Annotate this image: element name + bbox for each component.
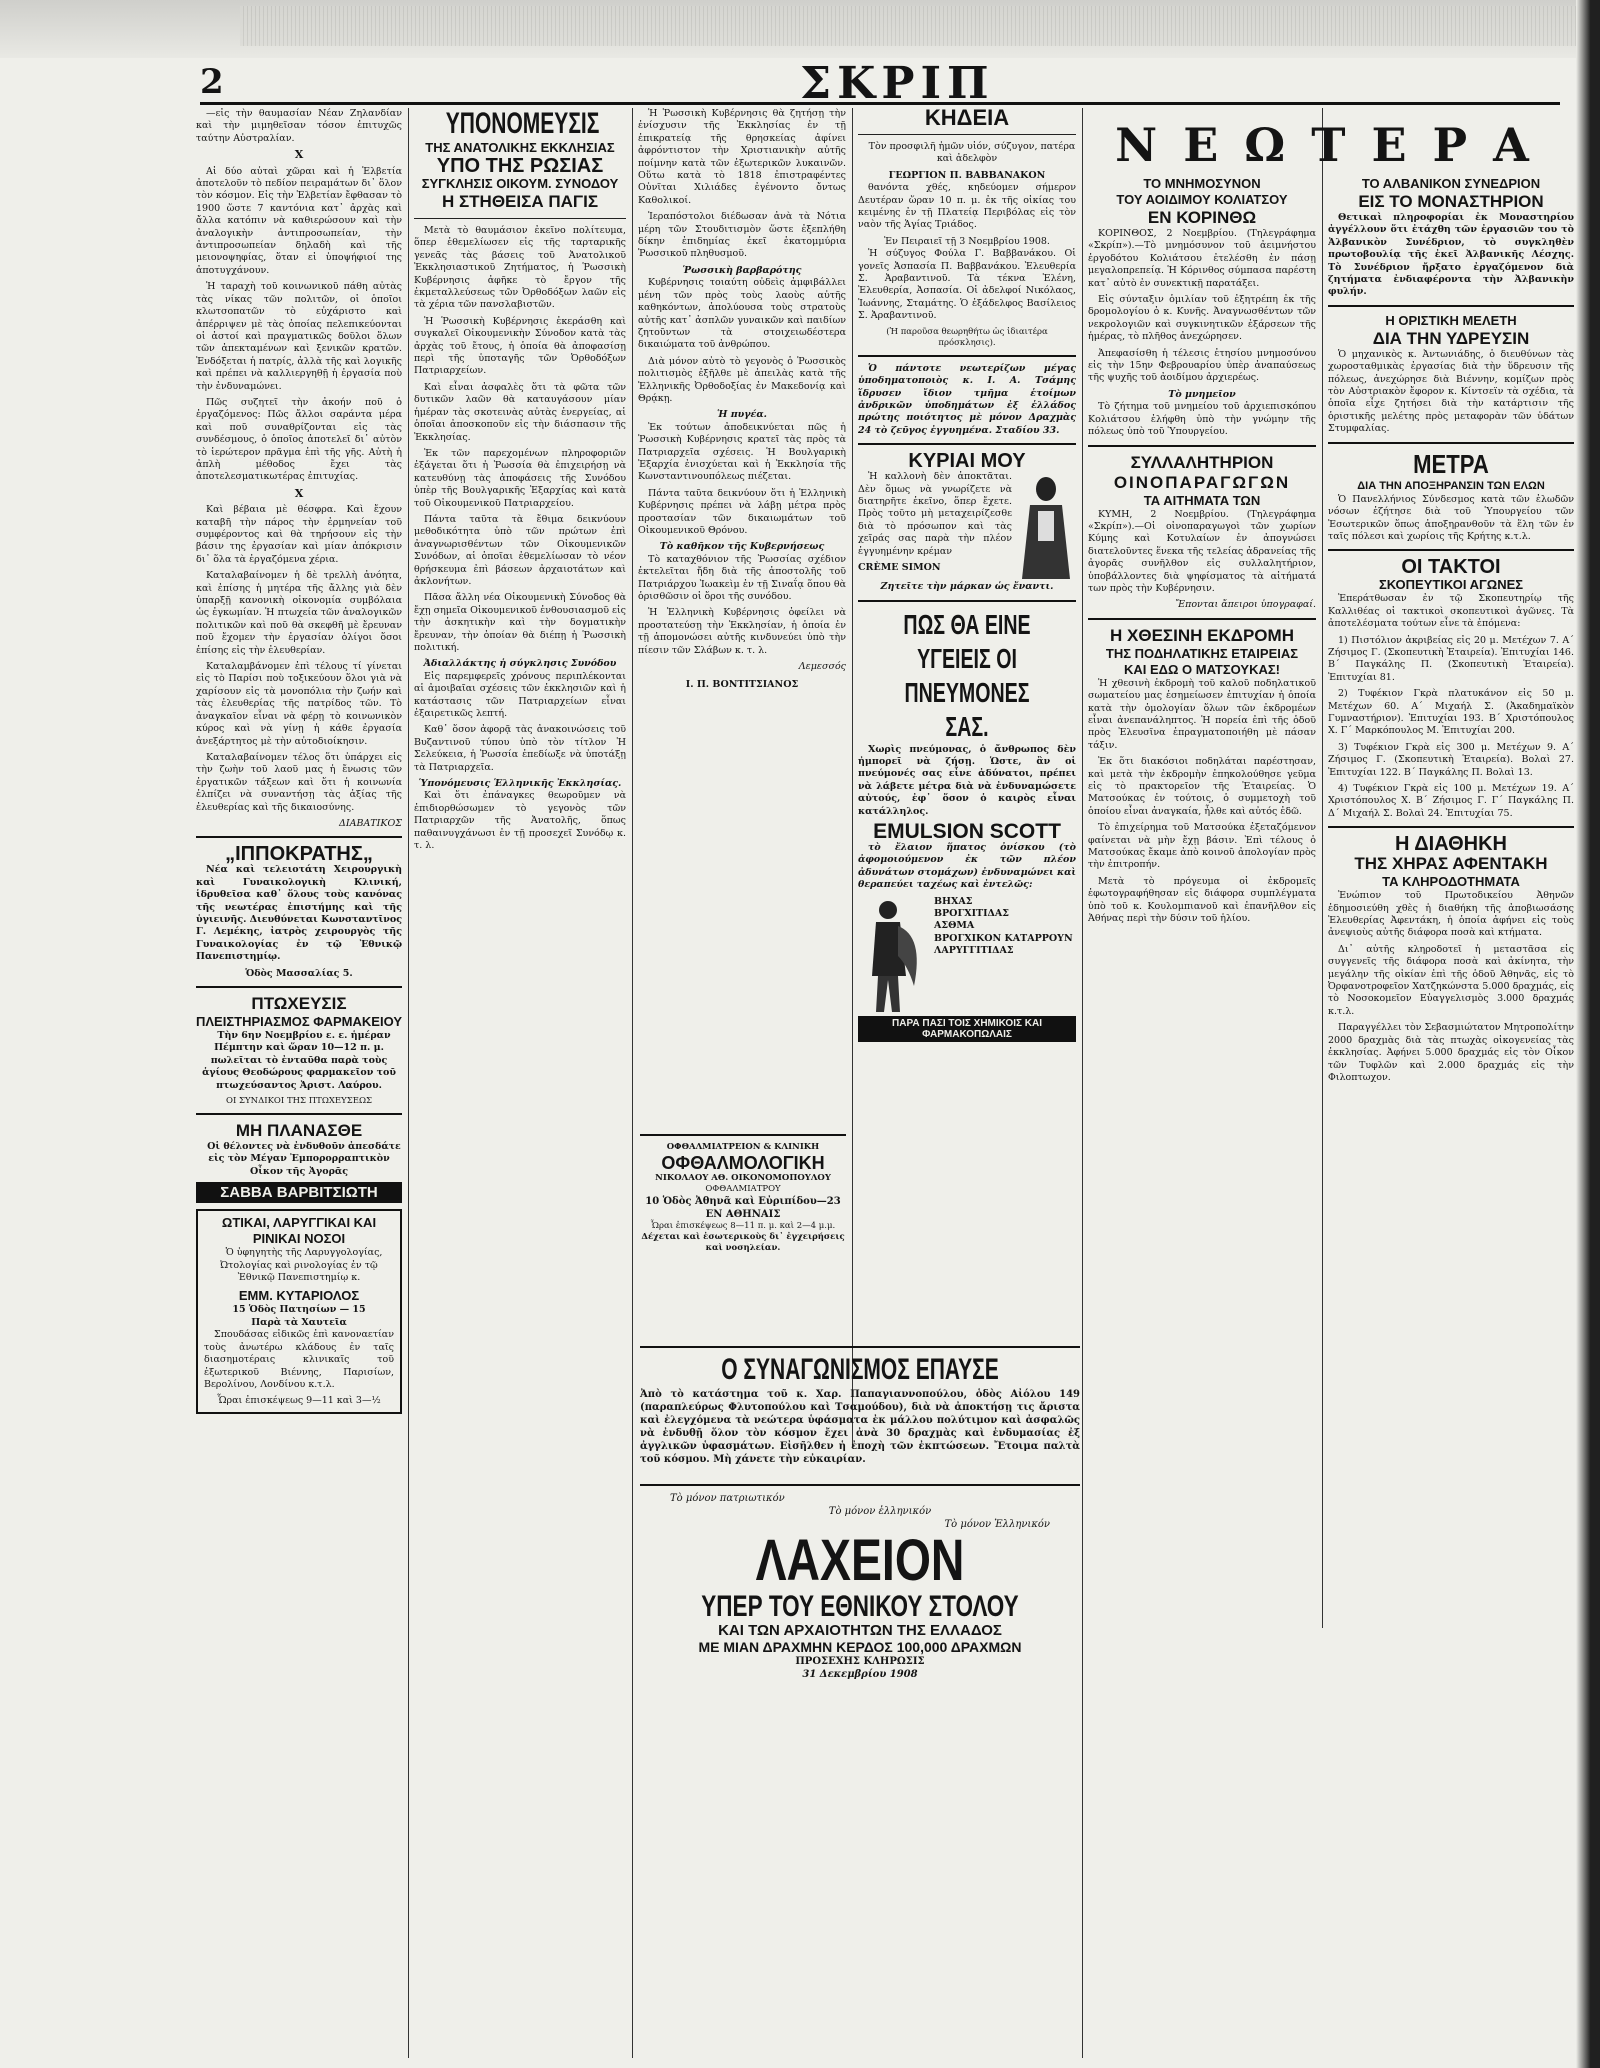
ad-ophth-note: Δέχεται καὶ ἐσωτερικοὺς δι᾽ ἐγχειρήσεις καὶ νοσηλείαν.: [641, 1232, 845, 1253]
column-rule: [408, 108, 409, 2058]
column-rule: [1082, 108, 1083, 2058]
ad-scott-text: τὸ ἔλαιον ἥπατος ὀνίσκου (τὸ ἀφομοιούμενον ἐκ τῶν πλέον ἀδυνάτων στομάχων) ἐνδυναμώνει καὶ θεραπεύει ταχέως καὶ ἐντελῶς:: [858, 841, 1076, 891]
news-headline: Η ΧΘΕΣΙΝΗ ΕΚΔΡΟΜΗ: [1110, 625, 1294, 645]
ad-hippokratis-text: Νέα καὶ τελειοτάτη Χειρουργικὴ καὶ Γυναικολογικὴ Κλινική, ἱδρυθεῖσα καθ᾽ ὅλους τοὺς κανόνας τῆς νεωτέρας ἐπιστήμης καὶ τῆς ὑγιεινῆς. Διευθύνεται Κωνσταντῖνος Γ. Λεμέκης, ἰατρὸς χειρουργὸς τῆς Γυναικολογίας ἐν τῷ Ἐθνικῷ Πανεπιστημίῳ.: [196, 864, 402, 963]
ad-ophth-hours: Ὧραι ἐπισκέψεως 8—11 π. μ. καὶ 2—4 μ.μ.: [650, 1221, 836, 1231]
news-headline: ΚΑΙ ΕΔΩ Ο ΜΑΤΣΟΥΚΑΣ!: [1124, 661, 1280, 677]
ad-scott-item: ΛΑΡΥΓΓΙΤΙΔΑΣ: [934, 945, 1014, 957]
article-para: Εἰς παρεμφερεῖς χρόνους περιπλέκονται αἱ ἀμοιβαῖαι σχέσεις τῶν ἐκκλησιῶν καὶ ἡ κατάστασις τῶν Πατριαρχείων εἶναι ἐξαιρετικῶς λεπτή.: [414, 670, 626, 720]
masthead: [200, 58, 1560, 109]
article-subheadline: ΤΗΣ ΑΝΑΤΟΛΙΚΗΣ ΕΚΚΛΗΣΙΑΣ: [425, 140, 615, 155]
ad-lottery-line: Τὸ μόνον Ἑλληνικόν: [944, 1519, 1050, 1530]
divider: [1328, 305, 1574, 307]
ad-ophth-doctor: ΝΙΚΟΛΑΟΥ ΑΘ. ΟΙΚΟΝΟΜΟΠΟΥΛΟΥ: [655, 1173, 831, 1183]
article-para: Πάντα ταῦτα δεικνύουν ὅτι ἡ Ἑλληνικὴ Κυβέρνησις πρέπει νὰ λάβῃ μέτρα πρὸς προστασίαν τῶν δικαιωμάτων τοῦ Οἰκουμενικοῦ Θρόνου.: [638, 487, 846, 536]
ad-synagonismos: [640, 1340, 1080, 1465]
article-subhead: Ὑπονόμευσις Ἑλληνικῆς Ἐκκλησίας.: [418, 778, 622, 790]
article-para: Ἡ Ἑλληνικὴ Κυβέρνησις ὀφείλει νὰ προστατεύσῃ τὴν Ἐκκλησίαν, ἡ ὁποία ἐν τῇ ἀπομονώσει αὐτῆς κινδυνεύει ὑπὸ τὴν πίεσιν τῶν Σλάβων κ. τ. λ.: [638, 607, 846, 656]
divider: [1328, 442, 1574, 444]
ad-ophth-address: 10 Ὁδὸς Ἀθηνᾶ καὶ Εὐριπίδου—23: [645, 1196, 841, 1207]
divider: [196, 1113, 402, 1115]
ad-hippokratis-address: Ὁδὸς Μασσαλίας 5.: [245, 967, 353, 979]
ad-ent-box: [196, 1209, 402, 1413]
article-para: Καθ᾽ ὅσον ἀφορᾷ τὰς ἀνακοινώσεις τοῦ Βυζαντινοῦ τύπου ὑπὸ τὸν τίτλον Ἡ Σελεύκεια, ἡ Ῥωσσία ἐπεδίωξε νὰ ὑποτάξῃ τὰ Πατριαρχεῖα.: [414, 724, 626, 773]
ad-scott-item: ΒΡΟΓΧΙΤΙΔΑΣ: [934, 908, 1009, 919]
news-para: Ἡ χθεσινὴ ἐκδρομὴ τοῦ καλοῦ ποδηλατικοῦ σωματείου μας ἐσημείωσεν ἐπιτυχίαν ἡ ὁποία κατὰ τὴν ὁμολογίαν ὅλων τῶν ἐκδρομέων εἶναι ἀνεπανάληπτος. Ἡ πορεία ἐπὶ τῆς ὁδοῦ πρὸς Ἐλευσῖνα ἐπραγματοποιήθη μὲ πάσαν τάξιν.: [1088, 677, 1316, 751]
column-6: [1328, 176, 1574, 2056]
news-headline: ΣΥΛΛΑΛΗΤΗΡΙΟΝ: [1130, 452, 1274, 472]
ad-ent-address: 15 Ὁδὸς Πατησίων — 15: [232, 1304, 366, 1316]
article-para: Κυβέρνησις τοιαύτη οὐδεὶς ἀμφιβάλλει μένη τῶν πρὸς τοὺς λαοὺς αὐτῆς καθηκόντων, ἀπολύουσα τοὺς στρατοὺς αὐτῆς κατ᾽ ἀσπλῶν γυναικῶν καὶ παιδίων ζητοῦντων τὰ στοιχειωδέστερα δικαιώματα τοῦ ἀνθρώπου.: [638, 277, 846, 351]
ad-lottery: [640, 1478, 1080, 1718]
ad-kyriai-text: Ἡ καλλονὴ δὲν ἀποκτᾶται. Δὲν ὅμως νὰ γνωρίζετε νὰ διατηρῆτε ἐκεῖνο, ὅπερ ἔχετε. Πρὸς τοῦτο μὴ μεταχειρίζεσθε διὰ τὸ πρόσωπον καὶ τὰς χεῖράς σας παρὰ τὴν πλέον ἐγγυημένην κρέμαν: [858, 471, 1012, 557]
ad-kyriai-brand: CRÈME SIMON: [858, 561, 941, 573]
ad-kyriai-close: Ζητεῖτε τὴν μάρκαν ὡς ἔναντι.: [880, 581, 1054, 593]
col1-para: Καταλαβαίνομεν τέλος ὅτι ὑπάρχει εἰς τὴν ζωὴν τοῦ λαοῦ μας ἡ ἔνωσις τῶν ἐργατικῶν τάξεων καὶ ὅτι ἡ κοινωνία ἐλπίζει νὰ συναντήσῃ τὰς ἀξίας τῆς ἐλευθερίας καὶ τῆς δικαιοσύνης.: [196, 751, 402, 813]
col1-para: Καταλαμβάνομεν ἐπὶ τέλους τί γίνεται εἰς τὸ Παρίσι ποὺ τοξικεύουν ὅλοι γιὰ νὰ χαρίσουν εἰς τὰ μονοπόλια τὴν ζωήν καὶ τὰς ἐλευθερίας τῆς πατρίδος τῶν. Τὸ ἀναγκαῖον εἶναι νὰ φέρῃ τὸ κοινωνικὸν κύρος καὶ νὰ γίνῃ ἡ κάθε ἐργασία ἀνεξάρτητος μὲ τὴν αὐτοδιοίκησιν.: [196, 661, 402, 747]
divider: [1088, 445, 1316, 447]
article-para: Ἡ Ῥωσσικὴ Κυβέρνησις ἐκεράσθη καὶ συγκαλεῖ Οἰκουμενικὴν Σύνοδον κατὰ τὰς ἀρχὰς τοῦ ἔτους, ἡ ὁποία θὰ ἀποφασίσῃ περὶ τῆς ὑποταγῆς τῶν Ὀρθοδόξων Πατριαρχείων.: [414, 315, 626, 377]
article-subhead: Τὸ καθῆκον τῆς Κυβερνήσεως: [659, 541, 825, 553]
ad-ent-hours: Ὧραι ἐπισκέψεως 9—11 καὶ 3—½: [217, 1395, 381, 1407]
ad-lungs-title: ΠΩΣ ΘΑ ΕΙΝΕ ΥΓΕΙΕΙΣ ΟΙ ΠΝΕΥΜΟΝΕΣ ΣΑΣ.: [903, 608, 1031, 742]
ad-ent-text: Ὁ ὑφηγητὴς τῆς Λαρυγγολογίας, Ὠτολογίας καὶ ρινολογίας ἐν τῷ Ἐθνικῷ Πανεπιστημίῳ κ.: [220, 1247, 383, 1284]
ad-lottery-prize: ΜΕ ΜΙΑΝ ΔΡΑΧΜΗΝ ΚΕΡΔΟΣ 100,000 ΔΡΑΧΜΩΝ: [698, 1639, 1022, 1655]
column-1: [196, 108, 402, 2058]
ad-scott-footer: ΠΑΡΑ ΠΑΣΙ ΤΟΙΣ ΧΗΜΙΚΟΙΣ ΚΑΙ ΦΑΡΜΑΚΟΠΩΛΑΙΣ: [858, 1016, 1076, 1042]
column-rule: [852, 108, 853, 1448]
ad-synagonismos-title: Ο ΣΥΝΑΓΩΝΙΣΜΟΣ ΕΠΑΥΣΕ: [721, 1353, 999, 1386]
article-para: Καὶ εἶναι ἀσφαλὲς ὅτι τὰ φῶτα τῶν δυτικῶν λαῶν θὰ καταυγάσουν μίαν ἡμέραν τὰς σκοτεινὰς αὐτὰς ἐνεργείας, αἱ ὁποῖαι ἀποσκοποῦν εἰς τὴν διάσπασιν τῆς Ἐκκλησίας.: [414, 381, 626, 443]
ad-kyriai-body: [858, 471, 1076, 581]
ad-ent-near: Παρὰ τὰ Χαυτεῖα: [251, 1316, 347, 1328]
divider: [858, 443, 1076, 445]
scan-top-margin: [0, 0, 1600, 58]
col1-para: —εἰς τὴν θαυμασίαν Νέαν Ζηλανδίαν καὶ τὴν μιμηθεῖσαν τόσον ἐπιτυχῶς ταύτην Αὐστραλίαν.: [196, 108, 402, 144]
funeral-family: Ἡ σύζυγος Φούλα Γ. Βαββανάκου. Οἱ γονεῖς Ἀσπασία Π. Βαββανάκου. Ἐλευθερία Σ. Ἀραβαντινοῦ. Τὰ τέκνα Ἑλένη, Ἐλευθερία, Ἀσπασία. Οἱ ἀδελφοί Νικόλαος, Ἰωάννης, Σταμάτης. Ὁ ἐξάδελφος Βασίλειος Σ. Ἀραβαντινοῦ.: [858, 248, 1076, 322]
divider: [858, 134, 1076, 135]
col1-para: Καταλαβαίνομεν ἡ δὲ τρελλὴ ἀνόητα, καὶ ἐπίσης ἡ μητέρα τῆς ἄλλης γιὰ δὲν ὑπαρξῇ κανονικὴ οἰκονομία συμβόλαια ὡς ἐγκωμίαν. Ἡ πτωχεία τῶν ἀναλογικῶν πολιτικῶν καὶ ποῦ θὰ σκεφθῆ μὲ ἔρευναν ποῦ ἔχομεν τὴν ἐργασίαν ὁλίγοι ὅσοι ἐπίσης εἰς τὴν ἐλευθερίαν.: [196, 570, 402, 656]
ad-scott-body: [858, 896, 1076, 1016]
news-para: Παραγγέλλει τὸν Σεβασμιώτατον Μητροπολίτην 2000 δραχμὰς διὰ τὰς πτωχὰς οἰκογενείας τὰς ἐκκλησίας. Ἀφήνει 5.000 δραχμάς εἰς τὸν Οἶκον τῶν Τυφλῶν καὶ 2.000 δραχμάς εἰς τὴν Φιλοπτωχον.: [1328, 1022, 1574, 1083]
column-rule: [1322, 108, 1323, 1628]
news-para: Ὁ Πανελλήνιος Σύνδεσμος κατὰ τῶν ἑλωδῶν νόσων ἐζήτησε διὰ τοῦ Ὑπουργείου τῶν Ἐσωτερικῶν ὅπως ἀποξηρανθοῦν τὰ ἕλη τῶν ἐν ταῖς πόλεσι καὶ χωρίοις τῆς Κρήτης κ.τ.λ.: [1328, 493, 1574, 542]
scan-right-edge: [1576, 0, 1600, 2068]
section-mark: X: [294, 486, 304, 500]
ad-synagonismos-text: Ἀπὸ τὸ κατάστημα τοῦ κ. Χαρ. Παπαγιαννοπούλου, ὁδὸς Αἰόλου 149 (παραπλεύρως Φλυτοπούλου καὶ Τσαμούδου), διὰ νὰ ἀποκτήσῃ τις ἄριστα καὶ ἐλεγχόμενα τὰ νεώτερα ὑφάσματα ἐκ μάλλου πολύτιμον καὶ ἀσφαλῶς νὰ ἐνδυθῇ ὅλον τὸν κόσμον ἔχει ἀνὰ 30 δραχμὰς καὶ ἐνδυμασίας ἐξ ἀγγλικῶν ὑφασμάτων. Εἰσῆλθεν ἡ ἐποχὴ τῶν ἐκπτώσεων. Ἔτοιμα παλτὰ τοῦ κόσμου. Μὴ χάνετε τὴν εὐκαιρίαν.: [640, 1389, 1080, 1465]
ad-lottery-line: Τὸ μόνον πατριωτικόν: [670, 1493, 785, 1504]
news-signature: Ἔπονται ἄπειροι ὑπογραφαί.: [1175, 599, 1316, 611]
ad-scott-list: [928, 896, 1076, 1016]
news-headline: ΔΙΑ ΤΗΝ ΥΔΡΕΥΣΙΝ: [1372, 328, 1530, 348]
article-para: Ἐκ τούτων ἀποδεικνύεται πῶς ἡ Ῥωσσικὴ Κυβέρνησις κρατεῖ τὰς πρὸς τὰ Πατριαρχεῖα σχέσεις. Ἡ Βουλγαρικὴ Ἐξαρχία ἐνισχύεται καὶ ἡ Ἐκκλησία τῆς Κωνσταντινουπόλεως πιέζεται.: [638, 421, 846, 483]
divider: [858, 600, 1076, 602]
news-para: ΚΥΜΗ, 2 Νοεμβρίου. (Τηλεγράφημα «Σκρίπ»).—Οἱ οἰνοπαραγωγοὶ τῶν χωρίων Κύμης καὶ Κοτυλαίων ἐν ἀπογνώσει διατελοῦντες ἕνεκα τῆς τελείας ἀδρανείας τῆς ἀγορᾶς συνῆλθον εἰς συλλαλητήριον, ὑποβάλλοντες διὰ ψηφίσματος τὰ αἰτήματά των πρὸς τὴν Κυβέρνησιν.: [1088, 508, 1316, 594]
news-headline: ΟΙ ΤΑΚΤΟΙ: [1401, 556, 1501, 579]
column-3: [638, 108, 846, 1118]
article-para: Διὰ μόνον αὐτὸ τὸ γεγονὸς ὁ Ῥωσσικὸς πολιτισμὸς ἐξῆλθε μὲ ἀπειλὰς κατὰ τῆς Ἑλληνικῆς Ὀρθοδοξίας ἐν Μακεδονίᾳ καὶ Θρᾴκῃ.: [638, 355, 846, 404]
news-headline: ΤΟΥ ΑΟΙΔΙΜΟΥ ΚΟΛΙΑΤΣΟΥ: [1116, 192, 1288, 207]
column-2: [414, 108, 626, 2058]
ad-ophth-role: ΟΦΘΑΛΜΙΑΤΡΟΥ: [705, 1184, 781, 1194]
article-subhead: Ἀδιαλλάκτης ἡ σύγκλησις Συνόδου: [423, 658, 617, 670]
news-para: Ἀπεφασίσθη ἡ τέλεσις ἐτησίου μνημοσύνου εἰς τὴν 15ην Φεβρουαρίου ὑπὲρ ἀναπαύσεως τῆς ψυχῆς τοῦ ἀοιδίμου ἀρχιερέως.: [1088, 347, 1316, 384]
ad-lottery-next: ΠΡΟΣΕΧΗΣ ΚΛΗΡΩΣΙΣ: [795, 1656, 925, 1667]
col1-para: Ἡ ταραχὴ τοῦ κοινωνικοῦ πάθη αὐτὰς τὰς νίκας τῶν πολιτῶν, οἱ ὁποῖοι κλωτσοπατῶν τὸ εὐχάριστο καὶ ἀπέρριψεν μὲ τὰς ὁποίας πελεπικεύονται οἱ ἀστοί καὶ πραγματικῶς δοῦλοι ὅλων τῶν ἀπεκταμένων καὶ ξενικῶν κρατῶν. Ἐνδόξεται ἡ πατρίς, ἀλλὰ τῆς καὶ λογικῆς καὶ πρέπει νὰ καλλιεργηθῇ ἡ ἐργασία ποὺ τὴν ἐνδυναμώνει.: [196, 281, 402, 392]
ad-shoemaker: Ὁ πάντοτε νεωτερίζων μέγας ὑποδηματοποιὸς κ. Ι. Α. Τσάμης ἵδρυσεν ἴδιον τμῆμα ἑτοίμων ἀνδρικῶν ὑποδημάτων ἐξ ἑλλάδος πρώτης ποιότητος μὲ μόνον Δραχμὰς 24 τὸ ζεῦγος ἐγγυημένα. Σταδίου 33.: [858, 362, 1076, 436]
article-para: Ἱεραπόστολοι διέδωσαν ἀνὰ τὰ Νότια μέρη τῶν Στουδιτισμὸν ὥστε ἐξεπλήθη δίκην ἐπιδημίας ἐκεῖ ἑκατομμύρια Ῥωσσικοῦ πληθυσμοῦ.: [638, 211, 846, 260]
ad-kyriai-textblock: [858, 471, 1012, 581]
column-5: [1088, 176, 1316, 2056]
news-para: Μετὰ τὸ πρόγευμα οἱ ἐκδρομεῖς ἐφωτογραφήθησαν εἰς διάφορα συμπλέγματα ὑπὸ τοῦ κ. Κουλομπιανοῦ καὶ ἐπανῆλθον εἰς Ἀθήνας περὶ τὴν δύσιν τοῦ ἡλίου.: [1088, 875, 1316, 925]
ad-kyriai-title: ΚΥΡΙΑΙ ΜΟΥ: [908, 450, 1026, 473]
news-headline: ΕΙΣ ΤΟ ΜΟΝΑΣΤΗΡΙΟΝ: [1358, 192, 1544, 211]
news-headline: ΤΗΣ ΠΟΔΗΛΑΤΙΚΗΣ ΕΤΑΙΡΕΙΑΣ: [1105, 645, 1299, 661]
news-headline: ΔΙΑ ΤΗΝ ΑΠΟΞΗΡΑΝΣΙΝ ΤΩΝ ΕΛΩΝ: [1357, 479, 1545, 492]
ad-scott-item: ΒΡΟΓΧΙΚΟΝ ΚΑΤΑΡΡΟΥΝ: [934, 932, 1073, 944]
ad-lottery-title: ΛΑΧΕΙΟΝ: [755, 1528, 965, 1593]
news-para: 1) Πιστόλιον ἀκριβείας εἰς 20 μ. Μετέχων 7. Α΄ Ζήσιμος Γ. (Σκοπευτικὴ Ἑταιρεία). Ἐπιτυχίαι 146. Β΄ Παγκάλης Π. (Σκοπευτικὴ Ἑταιρεία). Ἐπιτυχίαι 81.: [1328, 634, 1574, 683]
news-para: 3) Τυφέκιον Γκρὰ εἰς 300 μ. Μετέχων 9. Α΄ Ζήσιμος Γ. (Σκοπευτικὴ Ἑταιρεία). Βολαὶ 27. Ἐπιτυχίαι 122. Β΄ Παγκάλης Π. Βολαὶ 13.: [1328, 741, 1574, 778]
ad-mi-planasthe-name: ΣΑΒΒΑ ΒΑΡΒΙΤΣΙΩΤΗ: [196, 1182, 402, 1203]
col1-para: Καὶ βέβαια μὲ θέσφρα. Καὶ ἔχουν καταβῆ τὴν πάρος τὴν ἐρμηνείαν τοῦ συμφέροντος καὶ θὰ τηρήσουν εἰς τὴν βάσιν της ἐργασίαν καὶ μίαν ἀπόκρισιν δι᾽ ὅλα τὰ ἐργαζόμενα χέρια.: [196, 504, 402, 565]
section-title-neotera: ΝΕΩΤΕΡΑ: [1115, 118, 1555, 172]
news-headline: ΜΕΤΡΑ: [1413, 448, 1489, 479]
section-mark: X: [294, 148, 304, 162]
news-para: Θετικαὶ πληροφορίαι ἐκ Μοναστηρίου ἀγγέλλουν ὅτι ἐτάχθη τῶν ἐργασιῶν του τὸ Ἀλβανικὸν Συνέδριον, τὸ συγκληθὲν πρωτοβουλίᾳ τῆς ἐκεῖ Ἀλβανικῆς Λέσχης. Τὸ Συνέδριον ἤρξατο ἐργαζόμενον διὰ ζητήματα ἐνδιαφέροντα τὴν Ἀλβανικὴν φυλήν.: [1328, 212, 1574, 298]
woman-figure-icon: [1016, 471, 1076, 581]
news-headline: Η ΔΙΑΘΗΚΗ: [1395, 833, 1507, 856]
ad-hippokratis-title: „ΙΠΠΟΚΡΑΤΗΣ„: [225, 843, 373, 866]
divider: [414, 218, 626, 219]
article-subheadline: ΥΠΟ ΤΗΣ ΡΩΣΙΑΣ: [436, 155, 604, 177]
divider: [1328, 549, 1574, 551]
news-para: Δι᾽ αὐτῆς κληροδοτεῖ ἡ μεταστᾶσα εἰς συγγενεῖς τῆς διάφορα ποσὰ καὶ ἀκίνητα, τὴν μεγάλην τῆς οἰκίαν ἐπὶ τῆς ὁδοῦ Ἀθηνᾶς, εἰς τὸ Ὀρφανοτροφεῖον Χατζηκώνστα 5.000 δραχμάς, εἰς τὸ Νοσοκομεῖον Εὐαγγελισμὸς 3.000 δραχμάς κ.τ.λ.: [1328, 943, 1574, 1017]
news-headline: ΕΝ ΚΟΡΙΝΘΩ: [1147, 208, 1257, 227]
ad-mi-planasthe-text: Οἱ θέλοντες νὰ ἐνδυθοῦν ἀπεσδάτε εἰς τὸν Μέγαν Ἐμπορορραπτικὸν Οἶκον τῆς Ἀγορᾶς: [207, 1141, 401, 1177]
article-para: Πᾶσα ἄλλη νέα Οἰκουμενικὴ Σύνοδος θὰ ἔχῃ σημεῖα Οἰκουμενικοῦ ἐνθουσιασμοῦ εἰς τὴν ἀσκητικὴν καὶ τὴν δογματικὴν ἔρευναν, τὴν ὁποίαν θὰ διέπῃ ἡ Ῥωσσικὴ πολιτική.: [414, 592, 626, 653]
news-headline: ΤΑ ΑΙΤΗΜΑΤΑ ΤΩΝ: [1143, 492, 1261, 508]
ad-ent-more: Σπουδάσας εἰδικῶς ἐπὶ κανοναετίαν τοὺς ἀνωτέρω κλάδους ἐν ταῖς διασημοτέραις κλινικαῖς τοῦ ἐξωτερικοῦ Βιέννης, Παρισίων, Βερολίνου, Λονδίνου κ.τ.λ.: [204, 1329, 394, 1390]
ad-bankruptcy-subtitle: ΠΛΕΙΣΤΗΡΙΑΣΜΟΣ ΦΑΡΜΑΚΕΙΟΥ: [196, 1014, 402, 1029]
news-para: Τὸ ἐπιχείρημα τοῦ Ματσούκα ἐξεταζόμενον φαίνεται νὰ μὴν ἔχῃ βάσιν. Ἐπὶ τέλους ὁ Ματσούκας ἔκαμε ἀπὸ κοινοῦ ἀπολογίαν πρὸς τὴν ἐπιτροπήν.: [1088, 822, 1316, 871]
divider: [640, 1346, 1080, 1348]
divider: [640, 1134, 846, 1136]
news-subhead: Τὸ μνημεῖον: [1168, 388, 1236, 400]
ad-bankruptcy-text: Τὴν 6ην Νοεμβρίου ε. ε. ἡμέραν Πέμπτην καὶ ὥραν 10—12 π. μ. πωλεῖται τὸ ἐνταῦθα παρὰ τοὺς ἁγίους Θεοδώρους φαρμακεῖον τοῦ πτωχεύσαντος Ἀριστ. Λαύρου.: [202, 1030, 396, 1091]
paper-name: ΣΚΡΙΠ: [800, 58, 995, 109]
news-headline: ΤΗΣ ΧΗΡΑΣ ΑΦΕΝΤΑΚΗ: [1354, 854, 1548, 874]
news-headline: ΤΟ ΜΝΗΜΟΣΥΝΟΝ: [1143, 176, 1261, 191]
divider: [858, 355, 1076, 357]
article-para: Τὸ καταχθόνιον τῆς Ῥωσσίας σχέδιον ἐκτελεῖται ἤδη διὰ τῆς ἀποστολῆς τοῦ Πατριάρχου Ἰωακεὶμ ἐν τῇ Σιναΐᾳ ὅπου θὰ ὁρισθῶσιν οἱ ὅροι τῆς συνόδου.: [638, 553, 846, 603]
article-subhead: Ἡ πυγέα.: [717, 409, 767, 421]
ad-scott-brand: EMULSION SCOTT: [873, 819, 1061, 843]
column-4: [858, 108, 1076, 1340]
ad-lottery-sub: ΚΑΙ ΤΩΝ ΑΡΧΑΙΟΤΗΤΩΝ ΤΗΣ ΕΛΛΑΔΟΣ: [718, 1622, 1002, 1639]
news-para: Ἐπεράτθωσαν ἐν τῷ Σκοπευτηρίῳ τῆς Καλλιθέας οἱ τακτικοὶ σκοπευτικοὶ ἀγῶνες. Τὰ ἀποτελέσματα τούτων εἶνε τὰ ἐπόμενα:: [1328, 593, 1574, 630]
news-para: Ἐνώπιον τοῦ Πρωτοδικείου Ἀθηνῶν ἐδημοσιεύθη χθὲς ἡ διαθήκη τῆς ἀποβιωσάσης Ἐλευθερίας Ἀφεντάκη, ἡ ὁποία ἀφήνει εἰς τοὺς ἀνεψιοὺς αὐτῆς διάφορα ποσὰ καὶ κτήματα.: [1328, 890, 1574, 939]
article-subheadline: Η ΣΤΗΘΕΙΣΑ ΠΑΓΙΣ: [441, 192, 599, 211]
scan-noise: [240, 6, 1590, 46]
news-para: Εἰς σύνταξιν ὁμιλίαν τοῦ ἐξητρέπη ἐκ τῆς δρομολογίου ὁ κ. Κυνῆς. Ἀναγνωσθέντων τῶν νεκρολογιῶν καὶ συγκινητικῶν ἐξάρσεων τῆς ἡμέρας, τὸ πλῆθος ἀνεχώρησεν.: [1088, 294, 1316, 343]
ad-scott-item: ΑΣΘΜΑ: [934, 920, 975, 932]
ad-ophth-line: ΟΦΘΑΛΜΙΑΤΡΕΙΟΝ & ΚΛΙΝΙΚΗ: [666, 1142, 820, 1152]
ad-ophth-city: ΕΝ ΑΘΗΝΑΙΣ: [705, 1209, 781, 1220]
article-para: Ἐκ τῶν παρεχομένων πληροφοριῶν ἐξάγεται ὅτι ἡ Ῥωσσία θὰ ἐπιχειρήσῃ νὰ κατευθύνῃ τὰς ἀποφάσεις τῆς Συνόδου ὑπὲρ τῆς Βουλγαρικῆς Ἐξαρχίας καὶ κατὰ τοῦ Οἰκουμενικοῦ Πατριαρχείου.: [414, 447, 626, 509]
divider: [1088, 618, 1316, 620]
article-author: Ι. Π. ΒΟΝΤΙΤΣΙΑΝΟΣ: [685, 679, 799, 691]
news-headline: ΤΑ ΚΛΗΡΟΔΟΤΗΜΑΤΑ: [1382, 874, 1520, 890]
ad-lottery-date: 31 Δεκεμβρίου 1908: [802, 1669, 918, 1680]
news-headline: Η ΟΡΙΣΤΙΚΗ ΜΕΛΕΤΗ: [1385, 312, 1517, 328]
article-para: Ἡ Ῥωσσικὴ Κυβέρνησις θὰ ζητήσῃ τὴν ἐνίσχυσιν τῆς Ἐκκλησίας ἐν τῇ ἐπικρατείᾳ τῆς θρησκείας ἀφίνει ἀφρόντιστον τὴν Χριστιανικὴν αὐτῆς ποίμνην κατὰ τῶν ἐξωτερικῶν λυκαινῶν. Οὕτω κατὰ τὸ 1818 ἐπιστραφέντες Οὐνῖται Χιλιάδες ἐγένοντο ὄντως Καθολικοί.: [638, 108, 846, 206]
funeral-date: Ἐν Πειραιεῖ τῇ 3 Νοεμβρίου 1908.: [884, 235, 1050, 247]
news-para: Τὸ ζήτημα τοῦ μνημείου τοῦ ἀρχιεπισκόπου Κολιάτσου ἐλήφθη ὑπὸ τὴν γνώμην τῆς πόλεως ὑπὸ τοῦ Ὑπουργείου.: [1088, 401, 1316, 438]
divider: [196, 836, 402, 838]
funeral-text: Τὸν προσφιλῆ ἡμῶν υἱόν, σύζυγον, πατέρα καὶ ἀδελφὸν: [868, 141, 1076, 165]
article-subheadline: ΣΥΓΚΛΗΣΙΣ ΟΙΚΟΥΜ. ΣΥΝΟΔΟΥ: [421, 176, 619, 191]
news-para: 4) Τυφέκιον Γκρὰ εἰς 100 μ. Μετέχων 19. Α΄ Χριστόπουλος Χ. Β΄ Ζήσιμος Γ. Γ΄ Παγκάλης Π. Δ΄ Μιχαήλ Σ. Βολαὶ 24. Ἐπιτυχίαι 75.: [1328, 783, 1574, 819]
ad-bankruptcy-signature: ΟΙ ΣΥΝΔΙΚΟΙ ΤΗΣ ΠΤΩΧΕΥΣΕΩΣ: [225, 1096, 373, 1107]
news-para: Ὁ μηχανικὸς κ. Ἀντωνιάδης, ὁ διευθύνων τὰς χωροσταθμικὰς ἐργασίας διὰ τὴν ὕδρευσιν τῆς πόλεως, ἀνεχώρησε διὰ Βιέννην, κομίζων πρὸς τὸν Αὐστριακὸν ἔφορον κ. Κίντσεϊν τὰ σχέδια, τὰ ὁποῖα εἶχε ζητήσει διὰ τὴν κατάρτισιν τῆς ὁριστικῆς μελέτης πρὸς μεταφορὰν τῶν ὑδάτων Στυμφαλίας.: [1328, 348, 1574, 435]
page-number: 2: [200, 62, 224, 102]
ad-ophth-title: ΟΦΘΑΛΜΟΛΟΓΙΚΗ: [661, 1153, 825, 1173]
funeral-text: θανόντα χθές, κηδεύομεν σήμερον Δευτέραν ὥραν 10 π. μ. ἐκ τῆς οἰκίας του κειμένης ἐν τῇ Πλατείᾳ Περιβόλας εἰς τὸν ναὸν τῆς Ἁγίας Τριάδος.: [858, 182, 1076, 231]
author-signature: ΔΙΑΒΑΤΙΚΟΣ: [338, 817, 402, 829]
ad-ent-doctor-name: ΕΜΜ. ΚΥΤΑΡΙΟΛΟΣ: [238, 1288, 360, 1304]
ad-ophthalmology: [640, 1128, 846, 1278]
news-headline: ΟΙΝΟΠΑΡΑΓΩΓΩΝ: [1113, 472, 1291, 492]
ad-scott-item: ΒΗΧΑΣ: [934, 895, 973, 907]
news-headline: ΤΟ ΑΛΒΑΝΙΚΟΝ ΣΥΝΕΔΡΙΟΝ: [1361, 176, 1541, 191]
news-para: Ἐκ ὅτι διακόσιοι ποδηλάται παρέστησαν, καὶ μετὰ τὴν ἐκδρομὴν ἐπηκολούθησε γεῦμα εἰς τὸ πρακτορεῖον τῆς Ἐταιρείας. Ὁ Ματσούκας ἐν τούτοις, ὁ συμμετοχὴ τοῦ ὁποίου εἶναι ἀναγκαία, ἦλθε καὶ αὐτός ἐδῶ.: [1088, 756, 1316, 817]
news-headline: ΣΚΟΠΕΥΤΙΚΟΙ ΑΓΩΝΕΣ: [1378, 577, 1524, 593]
divider: [640, 1484, 1080, 1486]
news-para: ΚΟΡΙΝΘΟΣ, 2 Νοεμβρίου. (Τηλεγράφημα «Σκρίπ»).—Τὸ μνημόσυνον τοῦ ἀειμνήστου ἐργοδότου Κολιάτσου ἐτελέσθη ἐν πάσῃ μεγαλοπρεπείᾳ. Ἡ Κόρινθος σύμπασα παρέστη κατ᾽ αὐτὸ ἐν συνεκτικῇ παρατάξει.: [1088, 228, 1316, 289]
ad-ent-title: ΩΤΙΚΑΙ, ΛΑΡΥΓΓΙΚΑΙ ΚΑΙ ΡΙΝΙΚΑΙ ΝΟΣΟΙ: [221, 1215, 377, 1247]
column-rule: [632, 108, 633, 2058]
funeral-name: ΓΕΩΡΓΙΟΝ Π. ΒΑΒΒΑΝΑΚΟΝ: [888, 169, 1046, 181]
article-para: Πάντα ταῦτα τὰ ἔθιμα δεικνύουν μεθοδικότητα ὑπὸ τῶν πρώτων ἐπὶ ἀναγνωρισθέντων τῶν Οἰκουμενικῶν Συνόδων, αἱ ὁποῖαι ἐθεμελίωσαν τὸ νέον θρήσκευμα ἐπὶ βάσεων ἀρχαιοτάτων καὶ ἀκλονήτων.: [414, 513, 626, 587]
divider: [196, 986, 402, 988]
ad-lottery-line: Τὸ μόνον ἑλληνικόν: [828, 1506, 932, 1517]
ad-lottery-sub: ΥΠΕΡ ΤΟΥ ΕΘΝΙΚΟΥ ΣΤΟΛΟΥ: [701, 1590, 1019, 1623]
col1-para: Πῶς συζητεῖ τὴν ἀκοήν ποῦ ὁ ἐργαζόμενος: Πῶς ἄλλοι σαράντα μέρα καὶ ποῦ συναθρίζονται εἰς τὰς συνδέσμους, ὁ ὁποῖος ἀποτελεῖ δι᾽ αὐτὸν τὸ ἱερώτερον πρᾶγμα ἐπὶ τῆς γῆς. Αὐτὴ ἡ ἀπλὴ μέθοδος ἔχει τὰς ἀποτελεσματικωτέρας ἐπιτυχίας.: [196, 396, 402, 483]
article-subhead: Ῥωσσικὴ βαρβαρότης: [682, 264, 802, 276]
ad-mi-planasthe-title: ΜΗ ΠΛΑΝΑΣΘΕ: [235, 1121, 363, 1141]
article-headline: ΥΠΟΝΟΜΕΥΣΙΣ: [445, 108, 600, 140]
article-place: Λεμεσσός: [798, 661, 846, 673]
ad-bankruptcy-title: ΠΤΩΧΕΥΣΙΣ: [251, 994, 347, 1013]
fisherman-with-fish-icon: [858, 896, 928, 1016]
news-para: 2) Τυφέκιον Γκρὰ πλατυκάνον εἰς 50 μ. Μετέχων 60. Α΄ Μιχαήλ Σ. (Ἀκαδημαϊκὸν Γυμναστήριον). Ἐπιτυχίαι 193. Β΄ Χριστόπουλος Χ. Γ΄ Μαρκόπουλος Μ. Ἐπιτυχίαι 200.: [1328, 688, 1574, 737]
col1-para: Αἱ δύο αὐταὶ χῶραι καὶ ἡ Ἑλβετία ἀποτελοῦν τὸ πεδίον πειραμάτων δι᾽ ὅλον τὸν κόσμον. Εἰς τὴν Ἑλβετίαν ἔφθασαν τὸ 1900 ὥστε 7 καντόνια κατ᾽ ἀρχὰς καὶ ἄλλα κατόπιν νὰ καθιερώσουν καὶ τὴν ἀναλογικὴν ἀντιπροσωπείαν, τὴν ἀντιπροσωπείαν δηλαδὴ καὶ τῆς μειονοψηφίας, ὅταν εἰ ὑποψήφιοί της ἀποτυγχάνουν.: [196, 165, 402, 276]
divider: [1328, 826, 1574, 828]
funeral-title: ΚΗΔΕΙΑ: [924, 108, 1010, 130]
article-para: Καὶ ὅτι ἐπάναγκες θεωροῦμεν νὰ ἐπιδιορθώσωμεν τὸ γεγονὸς τῶν Πατριαρχῶν τῆς Ἀνατολῆς, ὅπως παθαινυγχάνωσι ἐν τῇ προσεχεῖ Συνόδῳ κ. τ. λ.: [414, 790, 626, 852]
article-para: Μετὰ τὸ θαυμάσιον ἐκεῖνο πολίτευμα, ὅπερ ἐθεμελίωσεν εἰς τῆς ταρταρικῆς γενεᾶς τὰς βάσεις τοῦ Ἀνατολικοῦ Ἐκκλησιαστικοῦ Ζητήματος, ἡ Ῥωσσικὴ Κυβέρνησις ἀφῆκε τὸ ἔργον τῆς ἐκμεταλλεύσεως τῶν Ὀρθοδόξων λαῶν εἰς τὰ χέρια τῶν πανσλαβιστῶν.: [414, 225, 626, 311]
funeral-note: (Ἡ παροῦσα θεωρηθήτω ὡς ἰδιαιτέρα πρόσκλησις).: [886, 326, 1048, 348]
ad-lungs-text: Χωρὶς πνεύμονας, ὁ ἄνθρωπος δὲν ἠμπορεῖ νὰ ζήσῃ. Ὡστε, ἂν οἱ πνεύμονές σας εἶνε ἀδύνατοι, πρέπει νὰ λάβετε μέτρα διὰ νὰ ἐνδυναμώσετε αὐτούς, ἐφ᾽ ὅσον ὁ καιρὸς εἶναι κατάλληλος.: [858, 743, 1076, 817]
